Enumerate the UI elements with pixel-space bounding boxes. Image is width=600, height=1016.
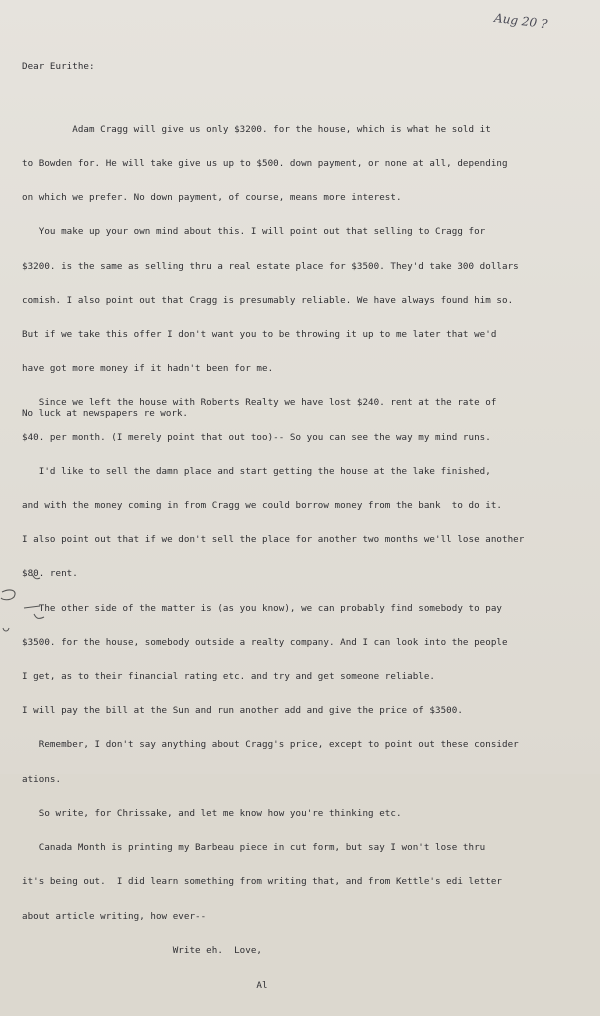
- letter-body: [22, 38, 594, 1016]
- letter-line: to Bowden for. He will take give us up to $500. down payment, or none at all, depending: [22, 158, 508, 170]
- letter-line: comish. I also point out that Cragg is presumably reliable. We have always found him so.: [22, 294, 514, 306]
- letter-line: So write, for Chrissake, and let me know how you're thinking etc.: [22, 807, 402, 819]
- letter-line: Canada Month is printing my Barbeau piece in cut form, but say I won't lose thru: [22, 842, 486, 854]
- letter-line: ations.: [22, 773, 62, 785]
- letter-line: Since we left the house with Roberts Realty we have lost $240. rent at the rate of: [22, 397, 497, 409]
- letter-line: The other side of the matter is (as you know), we can probably find somebody to pay: [22, 602, 502, 614]
- letter-line: $3200. is the same as selling thru a real estate place for $3500. They'd take 300 dollars: [22, 260, 519, 272]
- pencil-mark: [34, 614, 44, 618]
- letter-line: $80. rent.: [22, 568, 78, 580]
- letter-line: I get, as to their financial rating etc. and try and get someone reliable.: [22, 671, 436, 683]
- postscript: No luck at newspapers re work.: [22, 408, 188, 419]
- letter-line: I will pay the bill at the Sun and run another add and give the price of $3500.: [22, 705, 463, 717]
- letter-line: on which we prefer. No down payment, of course, means more interest.: [22, 192, 402, 204]
- line-gap: [22, 95, 594, 101]
- handwritten-date: Aug 20 ?: [493, 10, 549, 32]
- margin-pencil-marks: [0, 570, 60, 650]
- letter-line: I also point out that if we don't sell the place for another two months we'll lose another: [22, 534, 525, 546]
- letter-line: about article writing, how ever--: [22, 910, 207, 922]
- letter-line: Remember, I don't say anything about Cragg's price, except to point out these consider: [22, 739, 519, 751]
- letter-line: and with the money coming in from Cragg we could borrow money from the bank to do it.: [22, 500, 502, 512]
- letter-line: have got more money if it hadn't been for me.: [22, 363, 274, 375]
- pencil-mark: [32, 574, 40, 579]
- letter-line: Adam Cragg will give us only $3200. for the house, which is what he sold it: [22, 123, 491, 135]
- letter-line: But if we take this offer I don't want you to be throwing it up to me later that we'd: [22, 329, 497, 341]
- letter-line: You make up your own mind about this. I will point out that selling to Cragg for: [22, 226, 486, 238]
- pencil-mark: [3, 628, 9, 631]
- signature: Al: [22, 980, 268, 992]
- closing: Write eh. Love,: [22, 944, 262, 956]
- letter-line: it's being out. I did learn something from writing that, and from Kettle's edi letter: [22, 876, 502, 888]
- pencil-mark: [1, 590, 15, 600]
- pencil-mark: [24, 606, 40, 608]
- letter-line: $3500. for the house, somebody outside a realty company. And I can look into the people: [22, 636, 508, 648]
- salutation: Dear Eurithe:: [22, 60, 95, 72]
- letter-line: I'd like to sell the damn place and start getting the house at the lake finished,: [22, 465, 491, 477]
- letter-line: $40. per month. (I merely point that out too)-- So you can see the way my mind runs.: [22, 431, 491, 443]
